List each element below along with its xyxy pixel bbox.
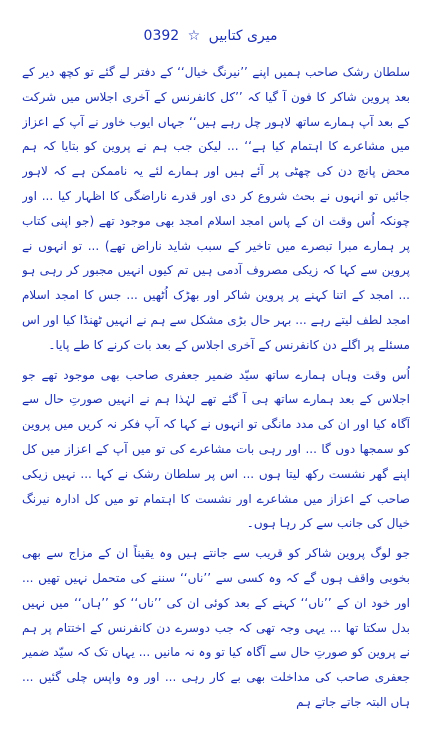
- header-title: میری کتابیں: [208, 28, 278, 44]
- paragraph-2: اُس وقت وہاں ہمارے ساتھ سیّد ضمیر جعفری صاحب بھی موجود تھے جو اجلاس کے بعد ہمارے ساتھ ہی آ گئے تھے لہٰذا ہم نے انہیں صورتِ حال سے آگاہ کیا اور ان کی مدد مانگی تو انہوں نے کہا کہ آپ فکر نہ کریں میں پروین کو سمجھا دوں گا ... اور رہی بات مشاعرے کی تو میں آپ کے اعزاز میں کل اپنے گھر نشست رکھ لیتا ہوں ... اس پر سلطان رشک نے کہا ... نہیں زیکی صاحب کے اعزاز میں مشاعرے اور نشست کا اہتمام تو میں کل ادارہ نیرنگ خیال کی جانب سے کر رہا ہوں۔: [22, 367, 410, 531]
- document-body: [22, 60, 410, 720]
- paragraph-1: سلطان رشک صاحب ہمیں اپنے ’’نیرنگ خیال‘‘ کے دفتر لے گئے تو کچھ دیر کے بعد پروین شاکر کا فون آ گیا کہ ’’کل کانفرنس کے آخری اجلاس میں شرکت کے بعد آپ ہمارے ساتھ لاہور چل رہے ہیں‘‘ جہاں ایوب خاور نے آپ کے اعزاز میں مشاعرے کا اہتمام کیا ہے‘‘ ... لیکن جب ہم نے پروین کو بتایا کہ ہم محض پانچ دن کی چھٹی پر آئے ہیں اور ہمارے لئے یہ ناممکن ہے کہ لاہور جائیں تو انہوں نے بحث شروع کر دی اور قدرے ناراضگی کا اظہار کیا ... اور چونکہ اُس وقت ان کے پاس امجد اسلام امجد بھی موجود تھے (جو اپنی کتاب پر ہمارے مبرا تبصرے میں تاخیر کے سبب شاید ناراض تھے) ... تو انہوں نے پروین سے کہا کہ زیکی مصروف آدمی ہیں تم کیوں انہیں مجبور کر رہی ہو ... امجد کے اتنا کہنے پر پروین شاکر اور بھڑک اُٹھیں ... جس کا امجد اسلام امجد لطف لیتے رہے ... بہر حال بڑی مشکل سے ہم نے انہیں ٹھنڈا کیا اور اس مسئلے پر اگلے دن کانفرنس کے آخری اجلاس کے بعد بات کرنے کا طے پایا۔: [22, 65, 410, 352]
- page-number: 0392: [143, 28, 180, 44]
- star-icon: ☆: [187, 28, 201, 44]
- page-header: [0, 27, 421, 45]
- paragraph-3: جو لوگ پروین شاکر کو قریب سے جانتے ہیں وہ یقیناً ان کے مزاج سے بھی بخوبی واقف ہوں گے کہ وہ کسی سے ’’ناں‘‘ سننے کی متحمل نہیں تھیں ... اور خود ان کے ’’ناں‘‘ کہنے کے بعد کوئی ان کی ’’ناں‘‘ کو ’’ہاں‘‘ میں نہیں بدل سکتا تھا ... یہی وجہ تھی کہ جب دوسرے دن کانفرنس کے اختتام پر ہم نے پروین کو صورتِ حال سے آگاہ کیا تو وہ نہ مانیں ... یہاں تک کہ سیّد ضمیر جعفری صاحب کی مداخلت بھی بے کار رہی ... اور وہ واپس چلی گئیں ... ہاں البتہ جاتے جاتے ہم: [22, 546, 410, 709]
